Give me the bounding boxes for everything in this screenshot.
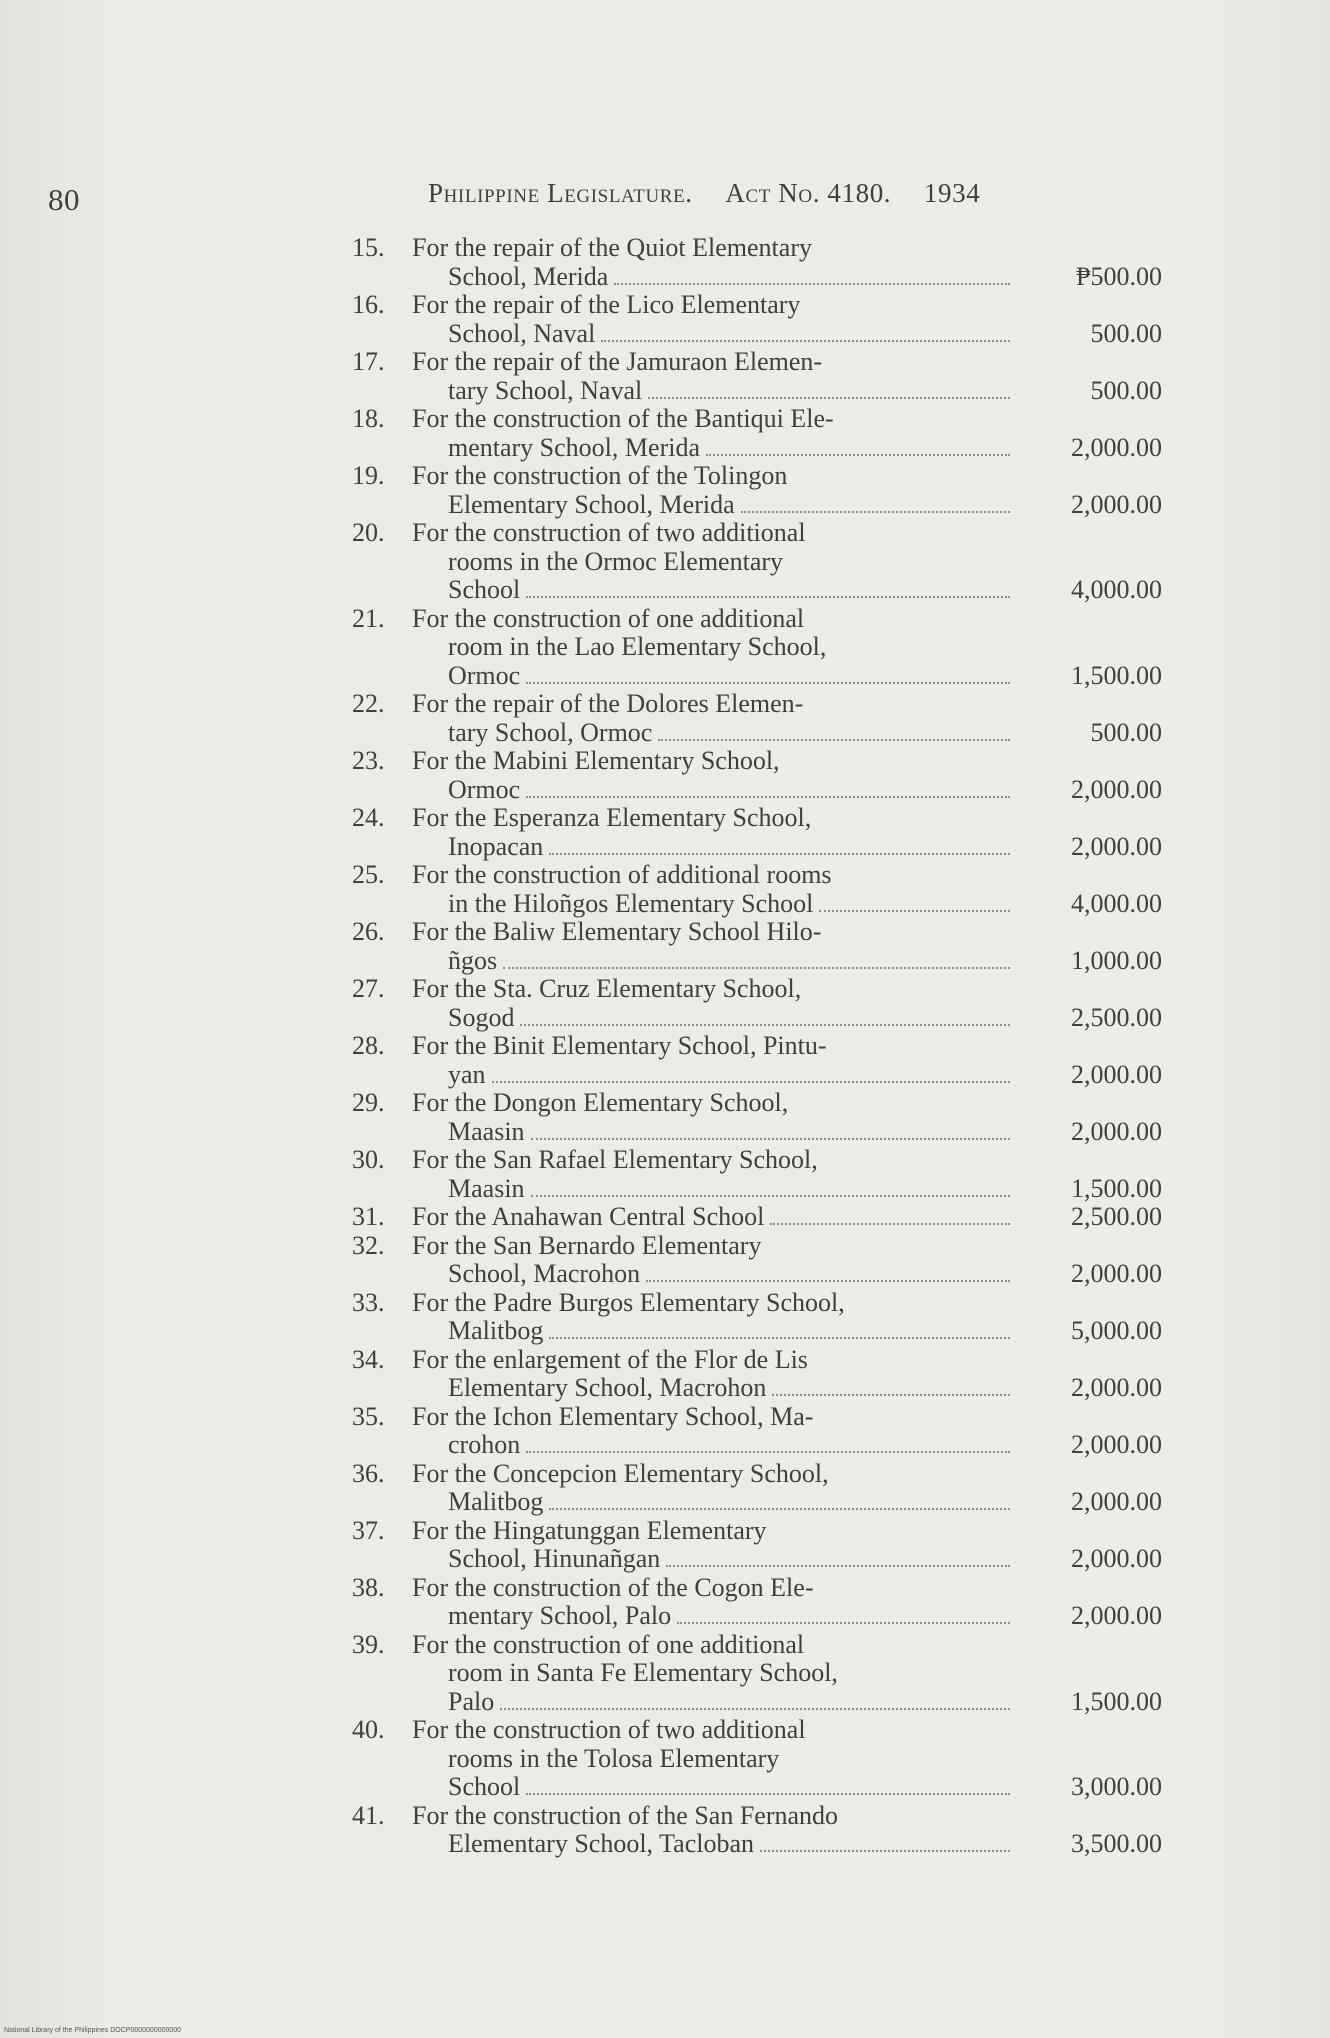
item-description-line: tary School, Ormoc: [448, 718, 653, 747]
item-description-line: For the construction of additional rooms: [412, 861, 832, 889]
item-description: [412, 690, 1010, 747]
item-description-line: Elementary School, Macrohon: [448, 1374, 767, 1402]
item-number: 35.: [352, 1401, 385, 1431]
item-description-line: For the repair of the Quiot Elementary: [412, 234, 812, 262]
item-amount: 2,000.00: [1071, 831, 1162, 861]
item-number: 17.: [352, 347, 385, 376]
list-item: [352, 747, 1162, 804]
item-description-line: For the Mabini Elementary School,: [412, 747, 780, 775]
item-description-line: For the Dongon Elementary School,: [412, 1089, 789, 1117]
dot-leader: [760, 1850, 1010, 1852]
item-description-last-line: [412, 1773, 1010, 1802]
item-amount: 1,500.00: [1071, 1686, 1162, 1716]
appropriation-list: [352, 234, 1162, 1859]
item-number: 31.: [352, 1202, 385, 1231]
dot-leader: [648, 397, 1010, 399]
dot-leader: [549, 1337, 1010, 1339]
item-description-line: School: [448, 1773, 521, 1801]
item-description-line: yan: [448, 1060, 486, 1089]
item-number: 40.: [352, 1715, 385, 1744]
item-description-line: For the construction of two additional: [412, 1716, 806, 1744]
dot-leader: [531, 1138, 1010, 1140]
item-description-line: For the Padre Burgos Elementary School,: [412, 1288, 845, 1317]
item-description-line: rooms in the Tolosa Elementary: [448, 1744, 780, 1773]
item-number: 25.: [352, 860, 385, 889]
item-description-line: Elementary School, Merida: [448, 490, 735, 519]
item-description: [412, 1574, 1010, 1631]
item-amount: 500.00: [1090, 375, 1162, 405]
item-description-line: Malitbog: [448, 1488, 544, 1516]
item-description-last-line: [412, 662, 1010, 691]
item-description-line: Maasin: [448, 1117, 525, 1146]
item-description-line: For the Ichon Elementary School, Ma-: [412, 1402, 814, 1431]
item-description-last-line: [412, 1175, 1010, 1204]
item-description: [412, 1716, 1010, 1802]
item-number: 16.: [352, 290, 385, 319]
item-number: 29.: [352, 1088, 385, 1117]
list-item: [352, 1574, 1162, 1631]
item-description-last-line: [412, 377, 1010, 406]
item-number: 24.: [352, 803, 385, 832]
item-description-last-line: [412, 320, 1010, 349]
list-item: [352, 1346, 1162, 1403]
item-description-line: crohon: [448, 1431, 521, 1459]
page-number: 80: [48, 182, 80, 217]
dot-leader: [706, 454, 1010, 456]
item-description-last-line: [412, 833, 1010, 862]
item-description-last-line: [412, 947, 1010, 976]
list-item: [352, 804, 1162, 861]
item-description: [412, 975, 1010, 1032]
dot-leader: [526, 1451, 1010, 1453]
item-description-line: For the Anahawan Central School: [412, 1203, 765, 1231]
item-description: [412, 918, 1010, 975]
item-amount: 500.00: [1090, 318, 1162, 348]
item-description-last-line: [412, 1203, 1010, 1232]
item-description-line: For the construction of the Tolingon: [412, 462, 788, 490]
dot-leader: [526, 796, 1010, 798]
item-description: [412, 1346, 1010, 1403]
item-amount: 2,000.00: [1071, 1601, 1162, 1630]
item-number: 33.: [352, 1287, 385, 1317]
item-description: [412, 1203, 1010, 1232]
item-description-line: School, Naval: [448, 319, 596, 348]
item-description-line: For the Concepcion Elementary School,: [412, 1459, 829, 1488]
item-description-line: room in the Lao Elementary School,: [448, 633, 827, 661]
item-amount: 2,000.00: [1071, 1373, 1162, 1402]
item-description-last-line: [412, 1545, 1010, 1574]
dot-leader: [526, 1793, 1010, 1795]
item-description-line: For the San Bernardo Elementary: [412, 1231, 762, 1260]
item-description: [412, 462, 1010, 519]
item-amount: 2,000.00: [1071, 1059, 1162, 1089]
item-number: 37.: [352, 1515, 385, 1545]
item-description-line: For the Sta. Cruz Elementary School,: [412, 975, 802, 1003]
item-description-last-line: [412, 719, 1010, 748]
list-item: [352, 1403, 1162, 1460]
list-item: [352, 1089, 1162, 1146]
item-description-line: For the construction of two additional: [412, 519, 806, 547]
item-amount: 2,500.00: [1071, 1202, 1162, 1231]
item-description: [412, 1232, 1010, 1289]
dot-leader: [772, 1394, 1010, 1396]
item-description-line: mentary School, Merida: [448, 433, 700, 462]
list-item: [352, 1203, 1162, 1232]
dot-leader: [819, 910, 1010, 912]
item-description: [412, 1146, 1010, 1203]
item-description-last-line: [412, 1830, 1010, 1859]
item-amount: 2,000.00: [1071, 432, 1162, 462]
item-description: [412, 1517, 1010, 1574]
item-description-line: For the construction of the Bantiqui Ele-: [412, 405, 834, 433]
list-item: [352, 405, 1162, 462]
item-number: 18.: [352, 404, 385, 433]
item-description-last-line: [412, 1061, 1010, 1090]
item-description: [412, 804, 1010, 861]
item-number: 36.: [352, 1458, 385, 1488]
dot-leader: [549, 853, 1010, 855]
item-description-line: School, Hinunañgan: [448, 1545, 661, 1573]
item-description-line: Ormoc: [448, 661, 521, 690]
item-amount: 2,000.00: [1071, 1116, 1162, 1146]
item-number: 20.: [352, 518, 385, 547]
list-item: [352, 519, 1162, 605]
dot-leader: [614, 283, 1010, 285]
item-amount: 500.00: [1090, 717, 1162, 747]
list-item: [352, 1802, 1162, 1859]
item-description-line: Maasin: [448, 1174, 525, 1203]
item-description: [412, 234, 1010, 291]
dot-leader: [666, 1565, 1010, 1567]
item-description-line: tary School, Naval: [448, 376, 643, 405]
dot-leader: [503, 967, 1010, 969]
item-description: [412, 291, 1010, 348]
item-number: 22.: [352, 689, 385, 718]
item-description-last-line: [412, 1004, 1010, 1033]
item-description: [412, 1802, 1010, 1859]
item-amount: 2,500.00: [1071, 1002, 1162, 1032]
list-item: [352, 291, 1162, 348]
item-description-last-line: [412, 434, 1010, 463]
item-description-line: For the construction of the Cogon Ele-: [412, 1573, 814, 1602]
item-number: 19.: [352, 461, 385, 490]
item-description: [412, 405, 1010, 462]
item-description: [412, 1403, 1010, 1460]
item-amount: 2,000.00: [1071, 1259, 1162, 1288]
item-amount: 5,000.00: [1071, 1316, 1162, 1345]
list-item: [352, 861, 1162, 918]
running-head-year: 1934: [923, 178, 981, 208]
list-item: [352, 975, 1162, 1032]
item-number: 23.: [352, 746, 385, 775]
running-head-act: Act No. 4180.: [725, 178, 892, 208]
dot-leader: [520, 1024, 1010, 1026]
item-number: 27.: [352, 974, 385, 1003]
item-description-line: For the Binit Elementary School, Pintu-: [412, 1032, 827, 1060]
item-number: 26.: [352, 917, 385, 946]
running-head: [428, 178, 1088, 209]
item-description-line: Sogod: [448, 1003, 515, 1032]
item-description-last-line: [412, 491, 1010, 520]
item-description-line: For the construction of one additional: [412, 604, 805, 633]
item-description-line: For the repair of the Lico Elementary: [412, 291, 801, 319]
dot-leader: [658, 739, 1010, 741]
list-item: [352, 234, 1162, 291]
dot-leader: [646, 1280, 1010, 1282]
item-description: [412, 605, 1010, 691]
item-description-line: For the Hingatunggan Elementary: [412, 1516, 767, 1545]
list-item: [352, 1517, 1162, 1574]
item-description-last-line: [412, 576, 1010, 605]
running-head-title: Philippine Legislature.: [428, 178, 693, 208]
item-description: [412, 861, 1010, 918]
item-description-line: For the San Rafael Elementary School,: [412, 1146, 818, 1174]
list-item: [352, 605, 1162, 691]
item-number: 15.: [352, 233, 385, 262]
list-item: [352, 1631, 1162, 1717]
item-amount: 2,000.00: [1071, 1487, 1162, 1516]
list-item: [352, 1716, 1162, 1802]
item-description-line: For the repair of the Dolores Elemen-: [412, 690, 804, 718]
item-amount: 4,000.00: [1071, 575, 1162, 604]
item-description-line: School, Merida: [448, 262, 609, 291]
item-amount: 3,000.00: [1071, 1772, 1162, 1801]
dot-leader: [531, 1195, 1010, 1197]
item-description-line: For the Baliw Elementary School Hilo-: [412, 918, 822, 946]
item-number: 38.: [352, 1572, 385, 1602]
item-description-line: For the enlargement of the Flor de Lis: [412, 1345, 808, 1374]
item-amount: 2,000.00: [1071, 1544, 1162, 1573]
list-item: [352, 690, 1162, 747]
item-description-line: ñgos: [448, 946, 498, 975]
dot-leader: [526, 682, 1010, 684]
list-item: [352, 1032, 1162, 1089]
list-item: [352, 918, 1162, 975]
item-number: 28.: [352, 1031, 385, 1060]
item-amount: 1,500.00: [1071, 1173, 1162, 1203]
item-description: [412, 1032, 1010, 1089]
item-amount: 3,500.00: [1071, 1829, 1162, 1858]
item-number: 41.: [352, 1800, 385, 1830]
dot-leader: [526, 596, 1010, 598]
item-description: [412, 1289, 1010, 1346]
item-number: 21.: [352, 603, 385, 633]
item-description-line: School, Macrohon: [448, 1260, 641, 1288]
item-description-line: Malitbog: [448, 1317, 544, 1345]
item-description-line: in the Hiloñgos Elementary School: [448, 889, 814, 918]
item-description-line: mentary School, Palo: [448, 1602, 672, 1630]
list-item: [352, 348, 1162, 405]
item-description-last-line: [412, 1688, 1010, 1717]
item-description: [412, 1460, 1010, 1517]
item-description-line: School: [448, 576, 521, 604]
item-description-line: Elementary School, Tacloban: [448, 1830, 754, 1858]
item-amount: ₱500.00: [1076, 261, 1162, 291]
item-number: 32.: [352, 1230, 385, 1260]
list-item: [352, 1460, 1162, 1517]
item-description: [412, 1089, 1010, 1146]
item-description-last-line: [412, 1431, 1010, 1460]
dot-leader: [601, 340, 1010, 342]
item-description: [412, 348, 1010, 405]
item-amount: 2,000.00: [1071, 489, 1162, 519]
item-description-last-line: [412, 263, 1010, 292]
item-description-line: Inopacan: [448, 832, 544, 861]
item-description-line: For the repair of the Jamuraon Elemen-: [412, 348, 823, 376]
item-description-line: Palo: [448, 1687, 495, 1716]
item-description-line: Ormoc: [448, 775, 521, 804]
item-description-last-line: [412, 776, 1010, 805]
dot-leader: [549, 1508, 1010, 1510]
footer-credit: National Library of the Philippines DOCP0000000000000: [4, 2027, 182, 2034]
item-amount: 2,000.00: [1071, 1430, 1162, 1459]
item-description: [412, 747, 1010, 804]
item-description-line: For the construction of one additional: [412, 1630, 805, 1659]
item-amount: 1,000.00: [1071, 945, 1162, 975]
dot-leader: [677, 1622, 1010, 1624]
item-description-last-line: [412, 1488, 1010, 1517]
list-item: [352, 1232, 1162, 1289]
item-number: 30.: [352, 1145, 385, 1174]
dot-leader: [500, 1708, 1010, 1710]
item-description-line: For the Esperanza Elementary School,: [412, 804, 812, 832]
item-description-line: rooms in the Ormoc Elementary: [448, 547, 784, 576]
item-amount: 4,000.00: [1071, 888, 1162, 918]
item-description-last-line: [412, 890, 1010, 919]
list-item: [352, 462, 1162, 519]
item-description-line: For the construction of the San Fernando: [412, 1801, 839, 1830]
item-description-last-line: [412, 1260, 1010, 1289]
dot-leader: [741, 511, 1010, 513]
item-number: 39.: [352, 1629, 385, 1659]
list-item: [352, 1146, 1162, 1203]
item-amount: 1,500.00: [1071, 660, 1162, 690]
dot-leader: [770, 1223, 1010, 1225]
item-number: 34.: [352, 1344, 385, 1374]
item-amount: 2,000.00: [1071, 774, 1162, 804]
item-description: [412, 519, 1010, 605]
item-description-last-line: [412, 1317, 1010, 1346]
item-description-last-line: [412, 1374, 1010, 1403]
item-description-last-line: [412, 1602, 1010, 1631]
dot-leader: [492, 1081, 1010, 1083]
item-description: [412, 1631, 1010, 1717]
list-item: [352, 1289, 1162, 1346]
item-description-last-line: [412, 1118, 1010, 1147]
item-description-line: room in Santa Fe Elementary School,: [448, 1659, 838, 1687]
